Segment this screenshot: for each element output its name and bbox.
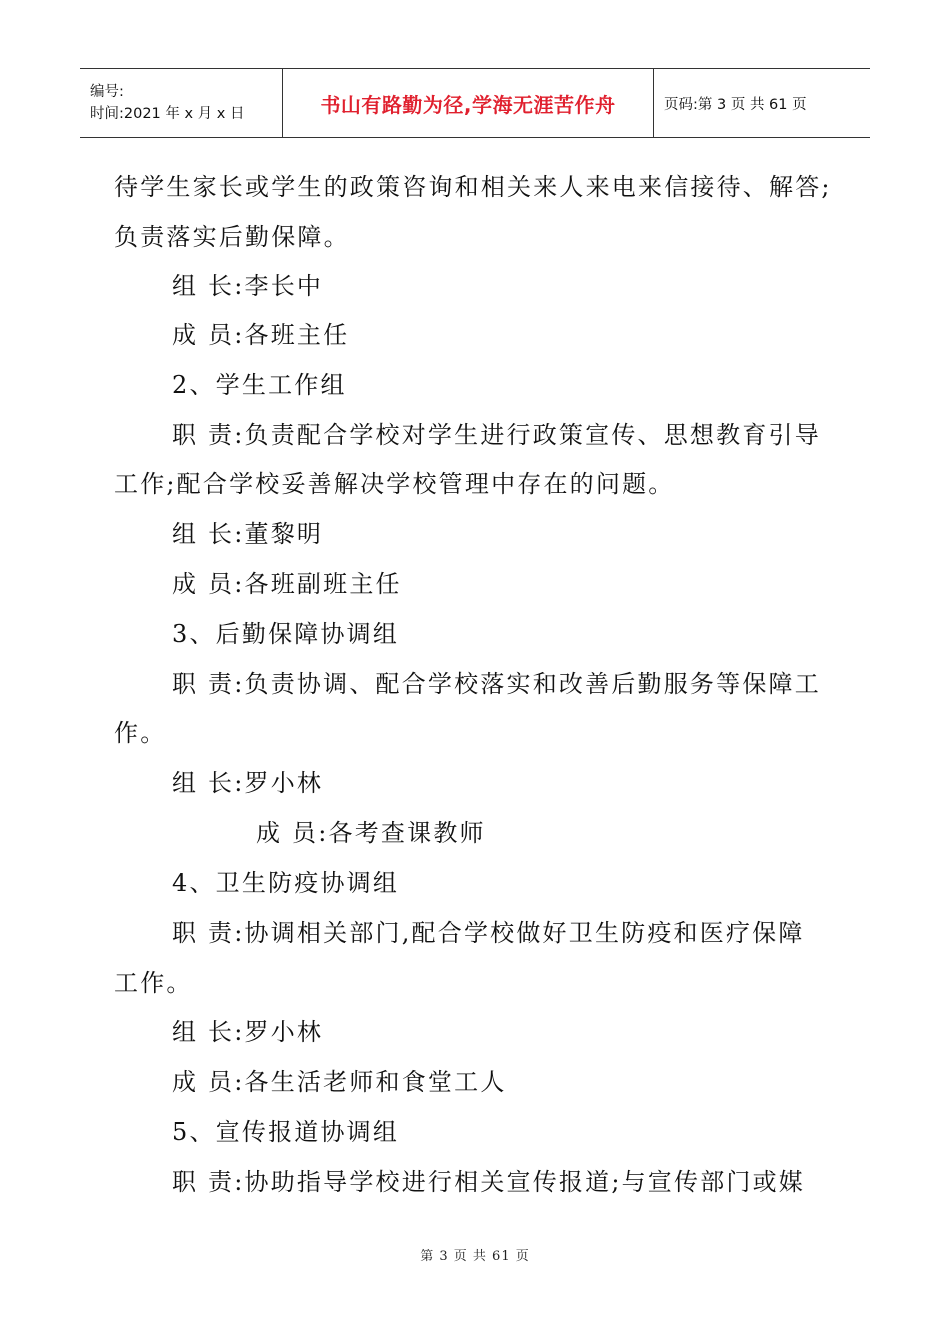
section-heading: 5、宣传报道协调组 (172, 1118, 400, 1146)
page-label: 页码:第 3 页 共 61 页 (664, 96, 807, 113)
body-line: 组 长:李长中 (172, 272, 324, 300)
body-line: 负责落实后勤保障。 (114, 223, 350, 251)
body-line: 职 责:协助指导学校进行相关宣传报道;与宣传部门或媒 (172, 1168, 805, 1196)
body-line: 组 长:董黎明 (172, 520, 324, 548)
body-line: 成 员:各生活老师和食堂工人 (172, 1068, 507, 1096)
page-footer: 第 3 页 共 61 页 (420, 1249, 530, 1264)
body-line: 组 长:罗小林 (172, 1018, 324, 1046)
section-heading: 2、学生工作组 (172, 371, 347, 399)
body-line: 工作;配合学校妥善解决学校管理中存在的问题。 (114, 470, 675, 498)
section-heading: 3、后勤保障协调组 (172, 620, 400, 648)
body-line: 成 员:各班主任 (172, 321, 350, 349)
section-heading: 4、卫生防疫协调组 (172, 869, 400, 897)
body-line: 待学生家长或学生的政策咨询和相关来人来电来信接待、解答; (114, 173, 832, 201)
body-line: 职 责:负责协调、配合学校落实和改善后勤服务等保障工 (172, 670, 821, 698)
body-line: 职 责:协调相关部门,配合学校做好卫生防疫和医疗保障 (172, 919, 805, 947)
header-meta (80, 69, 282, 137)
number-label: 编号: (90, 84, 124, 100)
motto-text: 书山有路勤为径,学海无涯苦作舟 (320, 92, 616, 117)
header-motto-cell (282, 69, 654, 137)
page-header (80, 68, 870, 138)
body-line: 成 员:各考查课教师 (256, 819, 486, 847)
body-line: 职 责:负责配合学校对学生进行政策宣传、思想教育引导 (172, 421, 821, 449)
body-line: 作。 (114, 719, 167, 747)
body-line: 工作。 (114, 969, 193, 997)
body-line: 成 员:各班副班主任 (172, 570, 402, 598)
header-page-cell (654, 69, 870, 137)
body-line: 组 长:罗小林 (172, 769, 324, 797)
date-label: 时间:2021 年 x 月 x 日 (90, 106, 245, 122)
